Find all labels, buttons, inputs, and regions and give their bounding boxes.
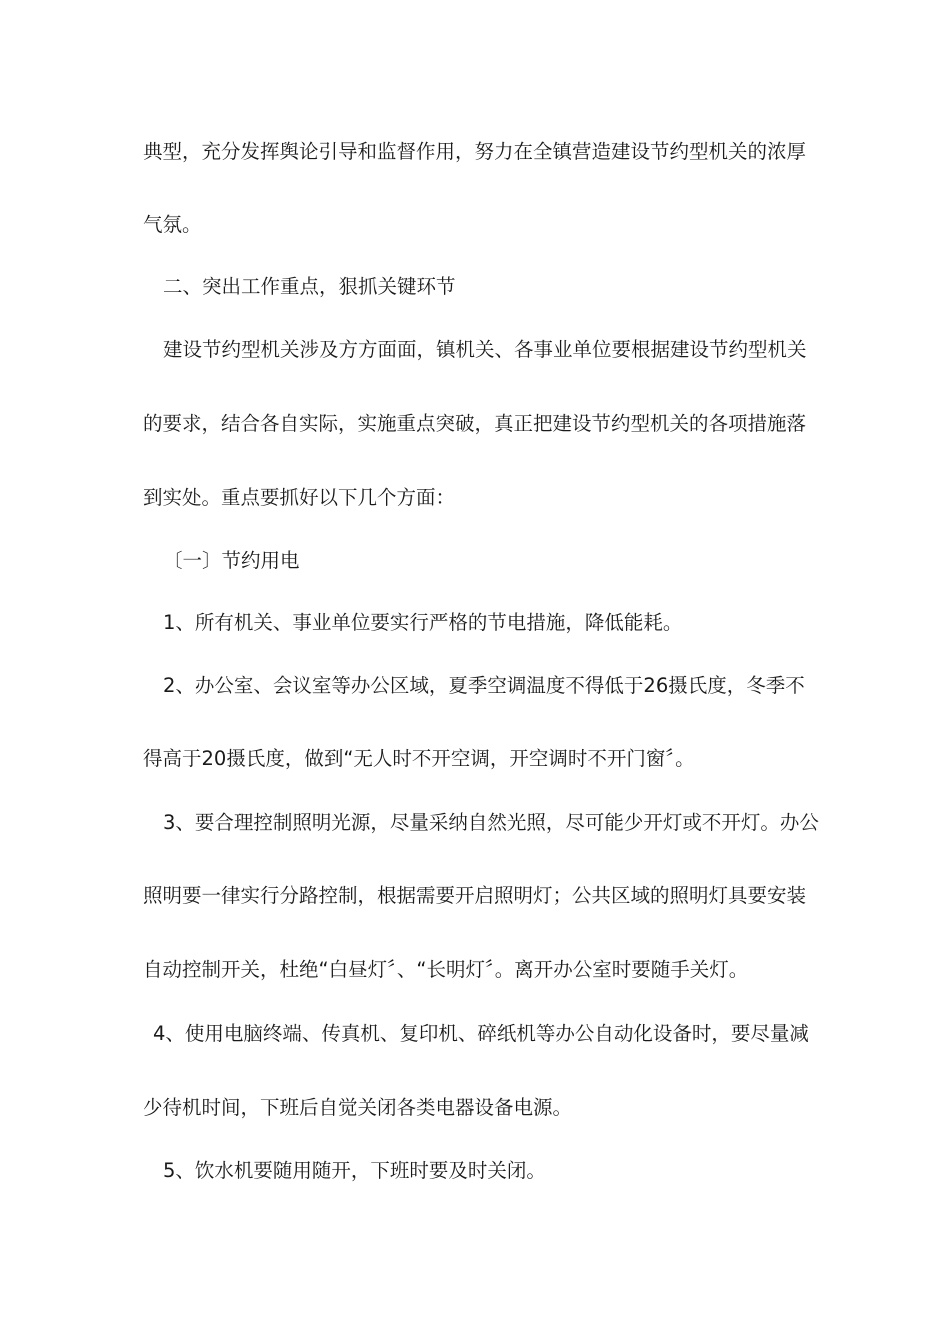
section-heading: 二、突出工作重点，狠抓关键环节 xyxy=(163,275,456,298)
list-item: 5、饮水机要随用随开，下班时要及时关闭。 xyxy=(163,1159,546,1182)
paragraph-line: 到实处。重点要抓好以下几个方面： xyxy=(143,486,456,509)
paragraph-line: 的要求，结合各自实际，实施重点突破，真正把建设节约型机关的各项措施落 xyxy=(143,412,807,435)
list-item: 4、使用电脑终端、传真机、复印机、碎纸机等办公自动化设备时，要尽量减 xyxy=(153,1022,809,1045)
subsection-heading: 〔一〕节约用电 xyxy=(163,549,300,572)
list-item: 1、所有机关、事业单位要实行严格的节电措施，降低能耗。 xyxy=(163,611,683,634)
paragraph-line: 得高于20摄氏度，做到“无人时不开空调，开空调时不开门窗〞。 xyxy=(143,747,695,770)
paragraph-line: 气氛。 xyxy=(143,213,202,236)
paragraph-line: 典型，充分发挥舆论引导和监督作用，努力在全镇营造建设节约型机关的浓厚 xyxy=(143,140,807,163)
list-item: 3、要合理控制照明光源，尽量采纳自然光照，尽可能少开灯或不开灯。办公 xyxy=(163,811,819,834)
paragraph-line: 自动控制开关，杜绝“白昼灯〞、“长明灯〞。离开办公室时要随手关灯。 xyxy=(143,958,749,981)
paragraph-line: 建设节约型机关涉及方方面面，镇机关、各事业单位要根据建设节约型机关 xyxy=(163,338,807,361)
list-item: 2、办公室、会议室等办公区域，夏季空调温度不得低于26摄氏度，冬季不 xyxy=(163,674,805,697)
paragraph-line: 照明要一律实行分路控制，根据需要开启照明灯；公共区域的照明灯具要安装 xyxy=(143,884,807,907)
paragraph-line: 少待机时间，下班后自觉关闭各类电器设备电源。 xyxy=(143,1096,573,1119)
